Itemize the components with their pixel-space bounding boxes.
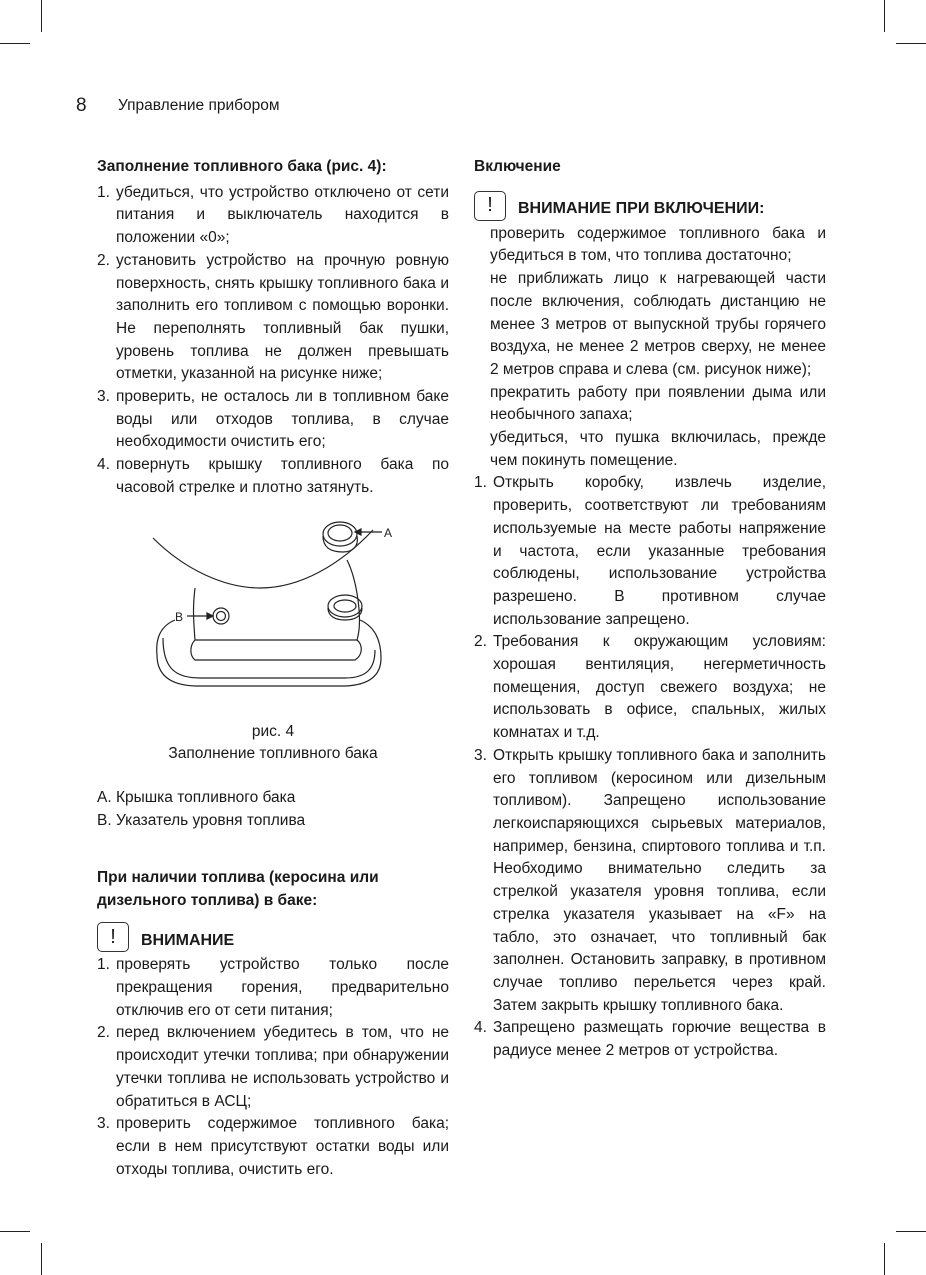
power-heading: Включение [474,158,561,175]
crop-mark [884,1243,885,1275]
crop-mark [0,1231,30,1232]
item-text: Открыть крышку топливного бака и заполнить его топливом (керосином или дизельным топливом). Запрещено использование легкоиспаряющихся сырьевых материалов, например, бензина, спиртового топлива и т.п. Необходимо внимательно следить за стрелкой указателя уровня топлива, если стрелка указателя указывает на «F» на табло, это означает, что топливный бак заполнен. Остановить заправку, в противном случае топливо перельется через край. Затем закрыть крышку топливного бака. [493,746,826,1014]
warning-paragraph: убедиться, что пушка включилась, прежде чем покинуть помещение. [490,429,826,469]
crop-mark [884,0,885,32]
exclamation-icon: ! [97,922,129,952]
warning-title: ВНИМАНИЕ ПРИ ВКЛЮЧЕНИИ: [518,200,765,217]
item-text: проверить, не осталось ли в топливном баке воды или отходов топлива, в случае необходимости очистить его; [116,388,449,451]
warning-paragraph: проверить содержимое топливного бака и убедиться в том, что топлива достаточно; [490,224,826,265]
figure-caption [97,721,449,766]
item-text: проверить содержимое топливного бака; если в нем присутствуют остатки воды или отходы топлива, очистить его. [116,1115,449,1178]
item-text: Открыть коробку, извлечь изделие, проверить, соответствуют ли требованиям используемые на месте работы напряжение и частота, если указанные требования соблюдены, использование устройства разрешено. В противном случае использование запрещено. [493,474,826,628]
item-number: 4. [474,1019,487,1037]
legend-item: B. Указатель уровня топлива [97,811,306,829]
item-number: 2. [97,1024,110,1042]
power-steps-list [474,472,826,1062]
fuel-heading: При наличии топлива (керосина или дизельного топлива) в баке: [97,868,379,909]
fill-heading: Заполнение топливного бака (рис. 4): [97,158,387,175]
caption-line: Заполнение топливного бака [168,745,378,763]
item-number: 1. [97,956,110,974]
fuel-tank-drawing [135,510,395,695]
list-item [97,386,449,454]
crop-mark [896,43,926,44]
item-number: 2. [97,251,110,269]
warning-paragraph: прекратить работу при появлении дыма или необычного запаха; [490,383,826,424]
warning-block [474,191,826,221]
item-text: перед включением убедитесь в том, что не происходит утечки топлива; при обнаружении утечки топлива не использовать устройство и обратиться в АСЦ; [116,1024,449,1110]
legend-item: A. Крышка топливного бака [97,788,296,806]
item-number: 3. [97,388,110,406]
item-text: Запрещено размещать горючие вещества в радиусе менее 2 метров от устройства. [493,1019,826,1060]
left-column [97,156,449,1181]
fuel-check-list [97,954,449,1181]
list-item [474,472,826,631]
running-header: Управление прибором [118,97,280,114]
page-number: 8 [76,95,87,116]
figure-legend [97,786,449,832]
item-number: 2. [474,633,487,651]
crop-mark [896,1231,926,1232]
list-item [97,182,449,250]
fill-steps-list [97,182,449,500]
item-text: убедиться, что устройство отключено от сети питания и выключатель находится в положении «0»; [116,183,449,247]
item-number: 1. [474,474,487,492]
item-number: 4. [97,456,110,474]
caption-line: рис. 4 [251,722,295,740]
exclamation-icon: ! [474,191,506,221]
warning-block [97,922,449,952]
list-item [97,454,449,499]
item-text: проверять устройство только после прекращения горения, предварительно отключив его от сети питания; [116,956,449,1019]
crop-mark [41,1243,42,1275]
list-item [474,745,826,1017]
list-item [97,250,449,386]
warning-paragraph: не приближать лицо к нагревающей части после включения, соблюдать дистанцию не менее 3 метров от выпускной трубы горячего воздуха, не менее 2 метров сверху, не менее 2 метров справа и слева (см. рисунок ниже); [490,270,826,378]
list-item [474,1017,826,1062]
item-number: 1. [97,183,110,201]
list-item [97,1113,449,1181]
item-text: повернуть крышку топливного бака по часовой стрелке и плотно затянуть. [116,456,449,496]
crop-mark [41,0,42,32]
list-item [97,954,449,1022]
crop-mark [0,43,30,44]
list-item [474,631,826,745]
warning-paragraphs [474,223,826,473]
item-text: установить устройство на прочную ровную поверхность, снять крышку топливного бака и заполнить его топливом с помощью воронки. Не переполнять топливный бак пушки, уровень топлива не должен превышать отметки, указанной на рисунке ниже; [116,251,449,383]
item-number: 3. [97,1115,110,1133]
item-text: Требования к окружающим условиям: хорошая вентиляция, негерметичность помещения, доступ свежего воздуха; не использовать в офисе, спальных, жилых комнатах и т.д. [493,633,826,742]
list-item [97,1022,449,1113]
figure-label-b: B [175,609,184,624]
fuel-tank-figure [135,510,395,695]
warning-title: ВНИМАНИЕ [141,931,235,949]
figure-label-a: A [384,525,393,540]
item-number: 3. [474,746,487,764]
right-column [474,156,826,1063]
